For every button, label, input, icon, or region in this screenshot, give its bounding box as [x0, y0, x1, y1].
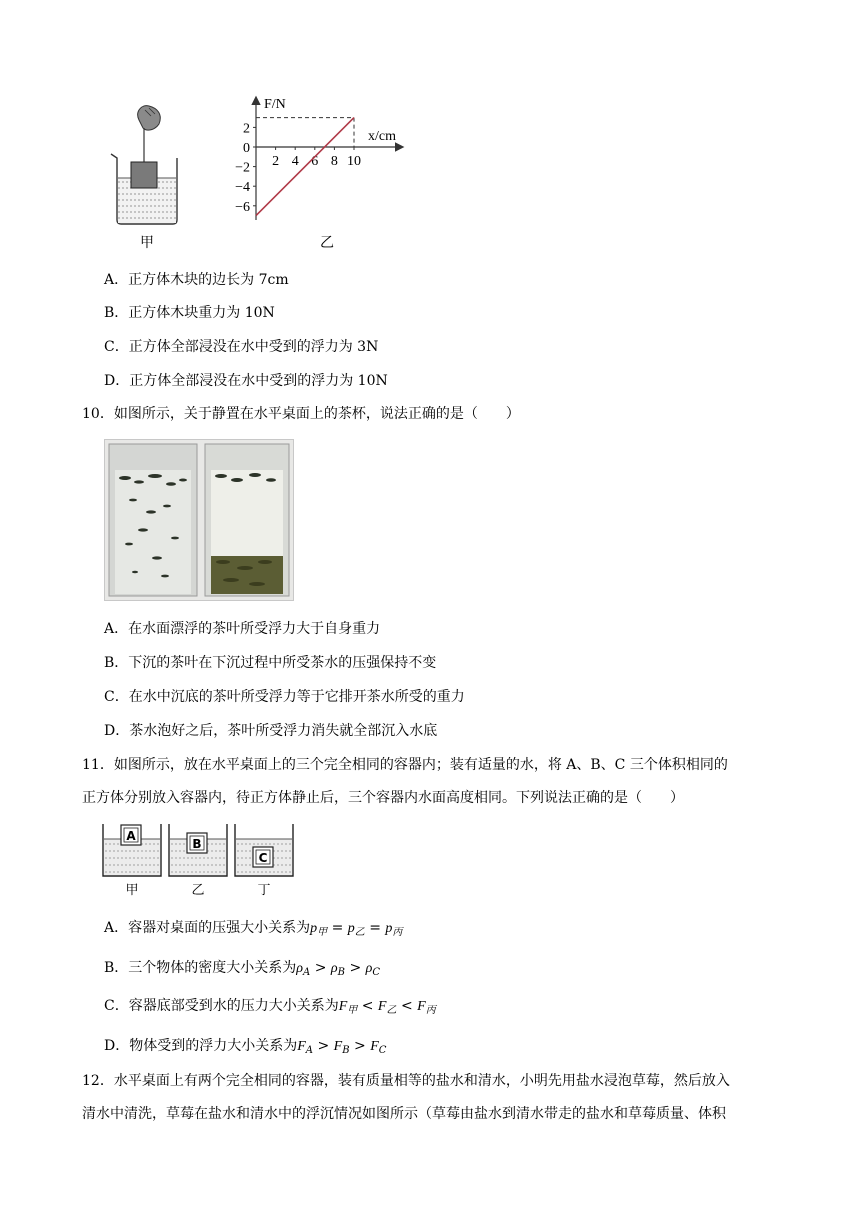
x-tick-label: 8 — [330, 154, 338, 169]
container-label: 乙 — [191, 883, 205, 898]
container-2 — [169, 824, 227, 898]
hand-icon — [138, 106, 161, 130]
q9-option-c: C．正方体全部浸没在水中受到的浮力为 3N — [104, 339, 379, 355]
q10-option-d: D．茶水泡好之后，茶叶所受浮力消失就全部沉入水底 — [104, 723, 438, 739]
q9-option-a: A．正方体木块的边长为 7cm — [104, 272, 289, 288]
force-displacement-graph — [222, 92, 412, 222]
x-tick-label: 6 — [311, 154, 319, 169]
wood-block — [131, 162, 157, 188]
x-tick-label: 4 — [291, 154, 299, 169]
x-tick-label: 10 — [347, 154, 361, 169]
container-3 — [235, 824, 293, 898]
series-line — [256, 118, 354, 216]
beaker-figure — [105, 98, 185, 250]
q9-option-d: D．正方体全部浸没在水中受到的浮力为 10N — [104, 373, 388, 389]
q9-option-b: B．正方体木块重力为 10N — [104, 305, 275, 321]
y-axis-label: F/N — [264, 97, 286, 112]
q11-option-a: A．容器对桌面的压强大小关系为$p_甲 = p_乙 = p_丙$ — [104, 920, 403, 938]
three-containers-figure — [100, 820, 296, 898]
y-tick-label: −4 — [235, 180, 250, 196]
y-tick-label: 2 — [243, 121, 250, 137]
y-tick-label: 0 — [243, 141, 250, 156]
container-label: 丁 — [257, 883, 271, 898]
y-tick-label: −6 — [235, 199, 250, 215]
y-tick-label: −2 — [235, 160, 250, 176]
q11-option-b: B．三个物体的密度大小关系为$\rho_A > \rho_B > \rho_C$ — [104, 960, 381, 978]
cube-label: C — [258, 851, 268, 865]
q10-stem: 10．如图所示，关于静置在水平桌面上的茶杯，说法正确的是（ ） — [82, 406, 520, 422]
q10-option-c: C．在水中沉底的茶叶所受浮力等于它排开茶水所受的重力 — [104, 689, 465, 705]
container-label: 甲 — [125, 883, 139, 898]
q11-stem-line2: 正方体分别放入容器内，待正方体静止后，三个容器内水面高度相同。下列说法正确的是（ ） — [82, 790, 684, 806]
x-axis-label: x/cm — [368, 129, 396, 144]
q10-option-b: B．下沉的茶叶在下沉过程中所受茶水的压强保持不变 — [104, 655, 437, 671]
q11-option-c: C．容器底部受到水的压力大小关系为$F_甲 < F_乙 < F_丙$ — [104, 998, 436, 1016]
tea-cup-photo — [104, 439, 294, 601]
label-jia: 甲 — [140, 235, 154, 251]
label-yi: 乙 — [320, 235, 334, 251]
q12-stem-line1: 12．水平桌面上有两个完全相同的容器，装有质量相等的盐水和清水，小明先用盐水浸泡草莓，然后放入 — [82, 1073, 730, 1089]
x-tick-label: 2 — [272, 154, 280, 169]
cube-label: B — [192, 837, 202, 851]
q11-option-d: D．物体受到的浮力大小关系为$F_A > F_B > F_C$ — [104, 1038, 387, 1056]
q10-option-a: A．在水面漂浮的茶叶所受浮力大于自身重力 — [104, 621, 381, 637]
q12-stem-line2: 清水中清洗，草莓在盐水和清水中的浮沉情况如图所示（草莓由盐水到清水带走的盐水和草莓质量、体积 — [82, 1106, 726, 1122]
cube-label: A — [126, 829, 136, 843]
q11-stem-line1: 11．如图所示，放在水平桌面上的三个完全相同的容器内；装有适量的水，将 A、B、C 三个体积相同的 — [82, 757, 728, 773]
container-1 — [103, 824, 161, 898]
